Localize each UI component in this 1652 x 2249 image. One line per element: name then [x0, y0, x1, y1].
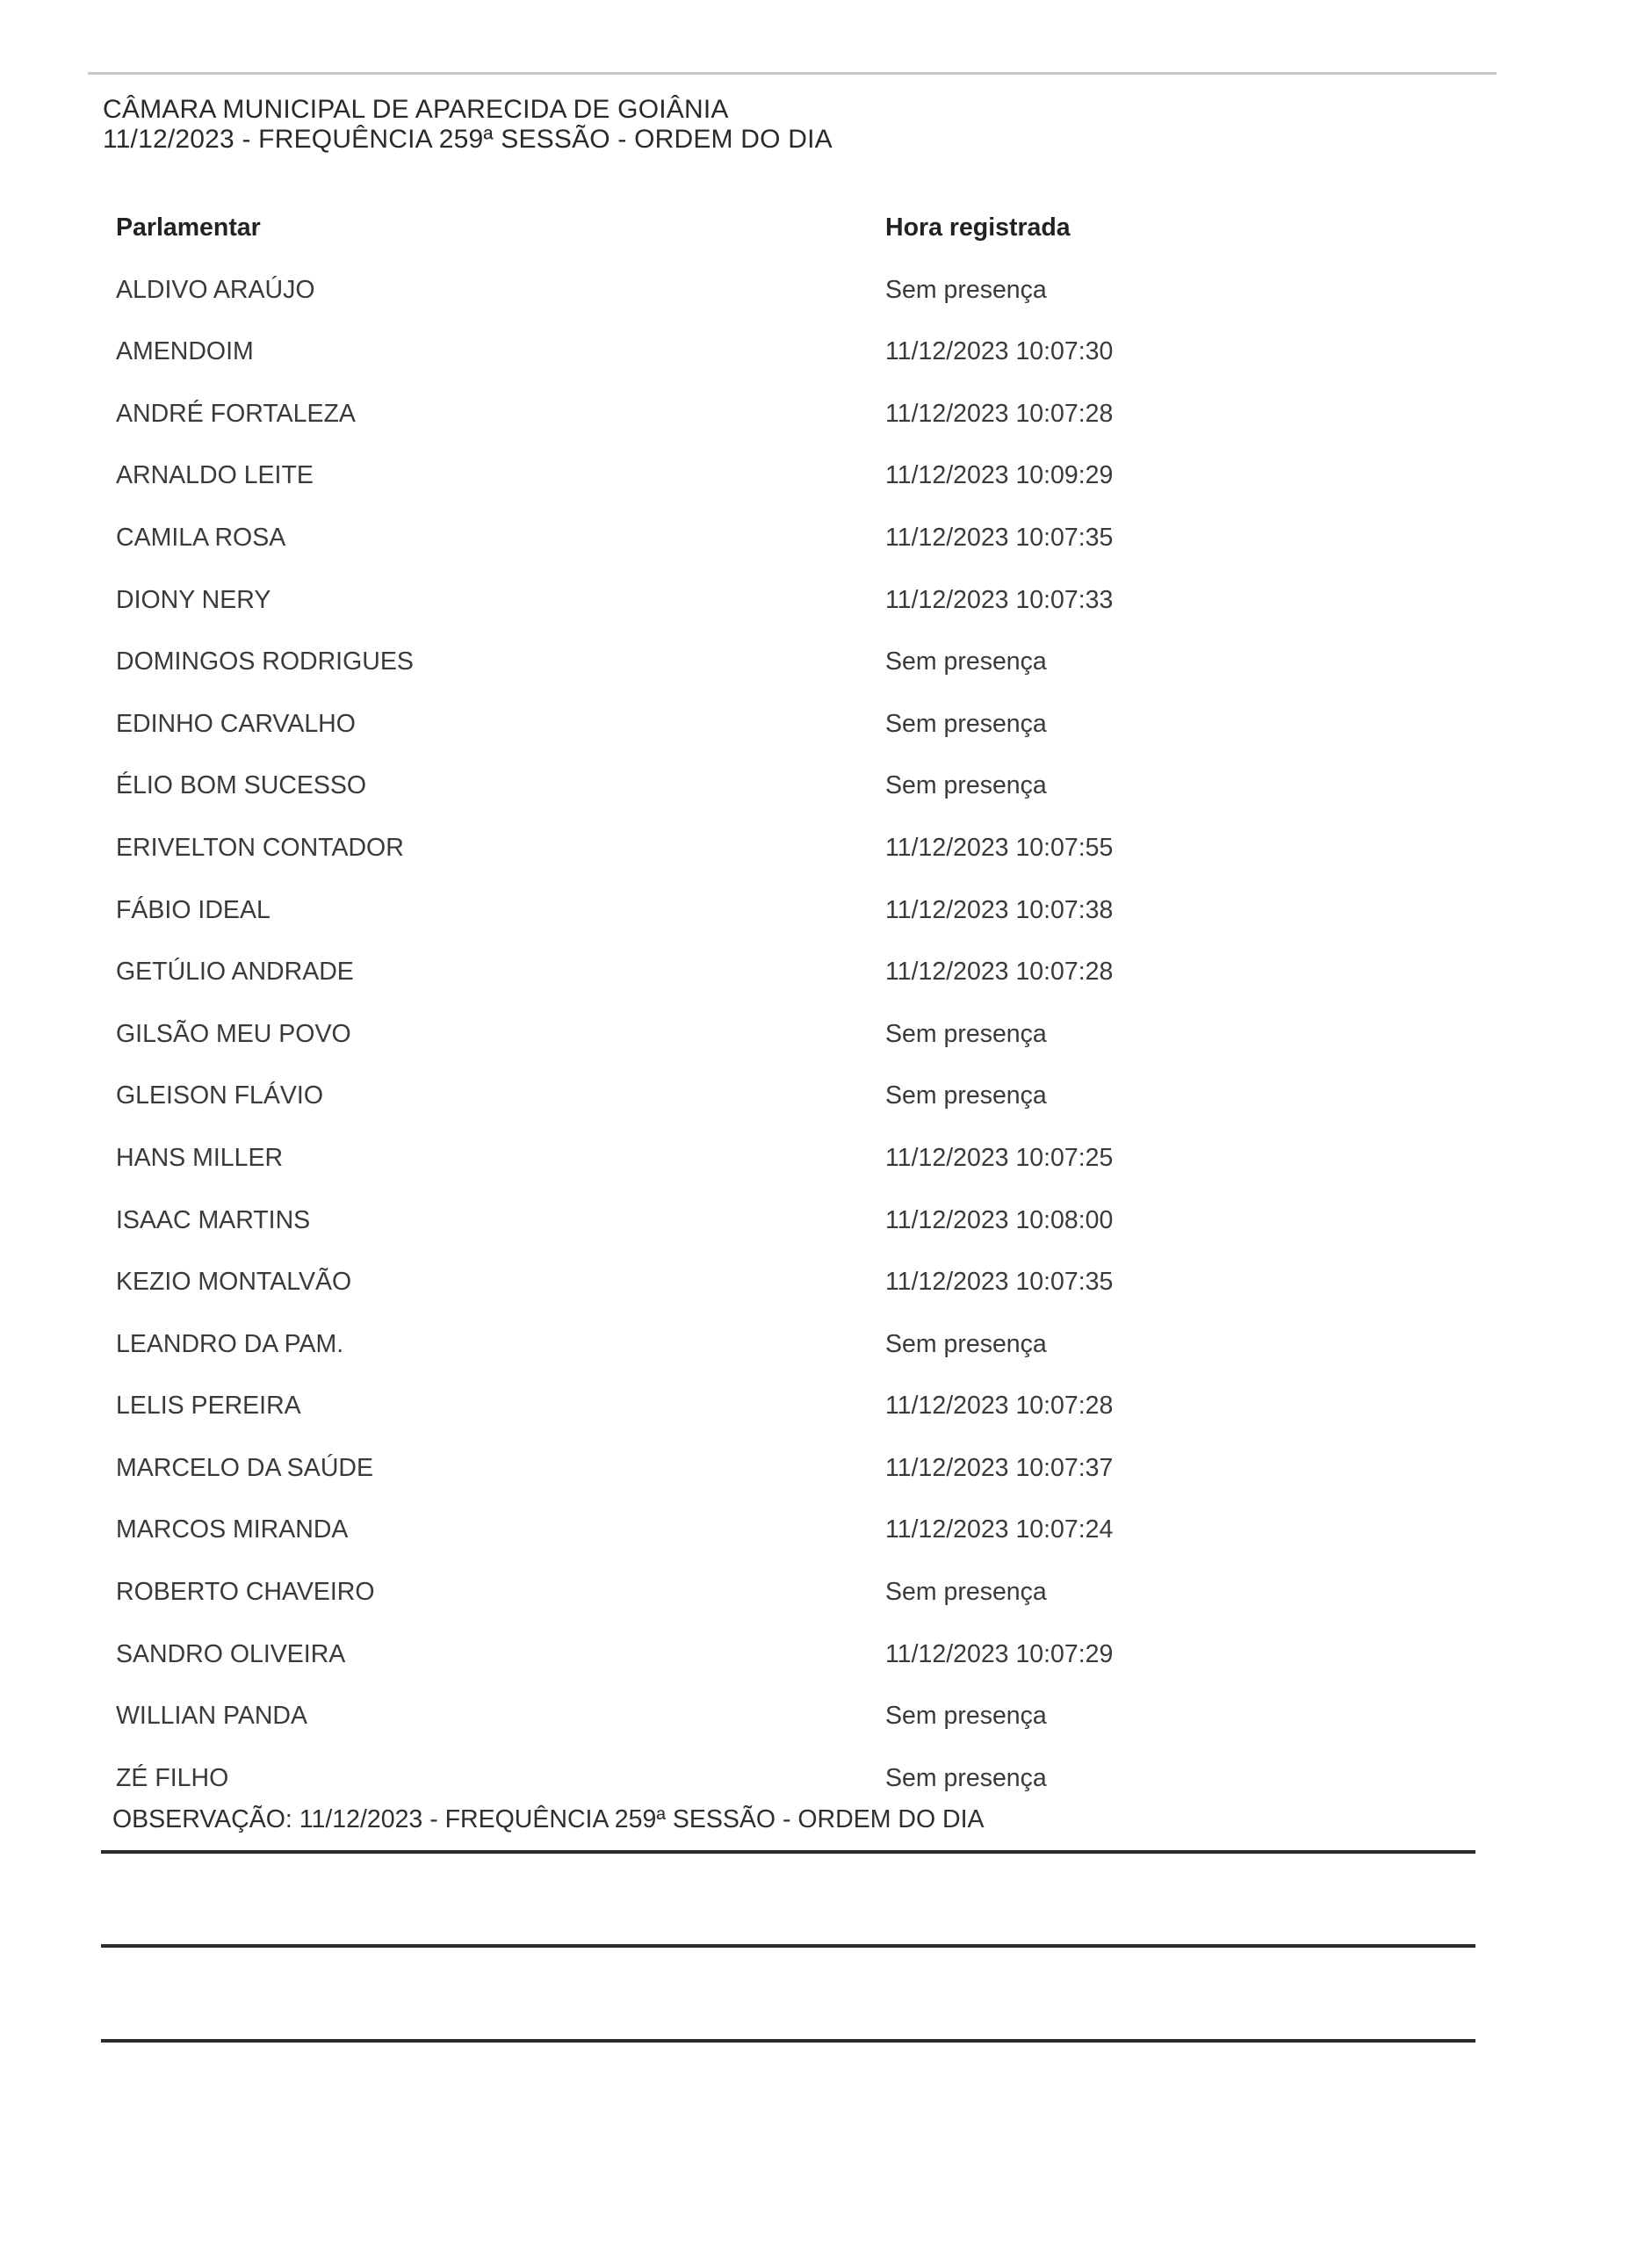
parlamentar-name: ISAAC MARTINS	[116, 1205, 311, 1234]
document-header	[103, 95, 833, 155]
parlamentar-name: ZÉ FILHO	[116, 1763, 229, 1792]
signature-line	[101, 2039, 1475, 2043]
registered-time: Sem presença	[885, 647, 1047, 676]
table-row	[116, 1313, 1170, 1376]
table-row	[116, 1561, 1170, 1623]
parlamentar-name: ROBERTO CHAVEIRO	[116, 1578, 375, 1607]
institution-title: CÂMARA MUNICIPAL DE APARECIDA DE GOIÂNIA	[103, 95, 729, 124]
parlamentar-name: GETÚLIO ANDRADE	[116, 958, 354, 987]
attendance-table	[116, 197, 1170, 1809]
registered-time: 11/12/2023 10:07:55	[885, 833, 1114, 862]
table-row	[116, 631, 1170, 693]
registered-time: 11/12/2023 10:07:28	[885, 958, 1114, 987]
signature-line	[101, 1850, 1475, 1854]
parlamentar-name: ALDIVO ARAÚJO	[116, 275, 315, 304]
parlamentar-name: ARNALDO LEITE	[116, 461, 314, 490]
registered-time: 11/12/2023 10:07:28	[885, 1392, 1114, 1421]
parlamentar-name: AMENDOIM	[116, 337, 254, 366]
observation-line: OBSERVAÇÃO: 11/12/2023 - FREQUÊNCIA 259ª SESSÃO - ORDEM DO DIA	[112, 1805, 985, 1833]
table-row	[116, 1375, 1170, 1437]
registered-time: Sem presença	[885, 1019, 1047, 1048]
registered-time: Sem presença	[885, 1578, 1047, 1607]
registered-time: 11/12/2023 10:07:29	[885, 1639, 1114, 1668]
table-row	[116, 1623, 1170, 1686]
registered-time: 11/12/2023 10:09:29	[885, 461, 1114, 490]
parlamentar-name: ERIVELTON CONTADOR	[116, 833, 404, 862]
table-body	[116, 259, 1170, 1810]
table-row	[116, 1437, 1170, 1500]
parlamentar-name: MARCELO DA SAÚDE	[116, 1453, 373, 1482]
parlamentar-name: CAMILA ROSA	[116, 523, 286, 552]
registered-time: 11/12/2023 10:07:24	[885, 1515, 1114, 1544]
registered-time: 11/12/2023 10:07:35	[885, 523, 1114, 552]
registered-time: 11/12/2023 10:08:00	[885, 1205, 1114, 1234]
parlamentar-name: ANDRÉ FORTALEZA	[116, 399, 356, 428]
table-row	[116, 1747, 1170, 1810]
parlamentar-name: EDINHO CARVALHO	[116, 709, 356, 738]
table-row	[116, 383, 1170, 445]
table-row	[116, 817, 1170, 879]
table-row	[116, 1003, 1170, 1066]
table-row	[116, 569, 1170, 632]
parlamentar-name: KEZIO MONTALVÃO	[116, 1268, 352, 1297]
registered-time: 11/12/2023 10:07:28	[885, 399, 1114, 428]
parlamentar-name: HANS MILLER	[116, 1143, 284, 1172]
table-row	[116, 259, 1170, 322]
registered-time: Sem presença	[885, 771, 1047, 800]
parlamentar-name: GLEISON FLÁVIO	[116, 1081, 323, 1110]
table-row	[116, 507, 1170, 569]
registered-time: 11/12/2023 10:07:25	[885, 1143, 1114, 1172]
table-row	[116, 755, 1170, 817]
registered-time: Sem presença	[885, 709, 1047, 738]
registered-time: Sem presença	[885, 275, 1047, 304]
column-header-hora-registrada: Hora registrada	[885, 213, 1071, 242]
table-row	[116, 879, 1170, 942]
table-row	[116, 941, 1170, 1003]
registered-time: 11/12/2023 10:07:37	[885, 1453, 1114, 1482]
registered-time: Sem presença	[885, 1763, 1047, 1792]
top-divider	[88, 72, 1497, 75]
table-row	[116, 1499, 1170, 1561]
table-row	[116, 1251, 1170, 1313]
registered-time: Sem presença	[885, 1329, 1047, 1358]
parlamentar-name: FÁBIO IDEAL	[116, 895, 271, 924]
table-row	[116, 1065, 1170, 1127]
registered-time: Sem presença	[885, 1702, 1047, 1731]
registered-time: 11/12/2023 10:07:35	[885, 1268, 1114, 1297]
parlamentar-name: LEANDRO DA PAM.	[116, 1329, 344, 1358]
column-header-parlamentar: Parlamentar	[116, 213, 261, 242]
table-header-row	[116, 197, 1170, 259]
signature-line	[101, 1944, 1475, 1948]
session-title: 11/12/2023 - FREQUÊNCIA 259ª SESSÃO - ORDEM DO DIA	[103, 125, 833, 154]
table-row	[116, 445, 1170, 507]
registered-time: 11/12/2023 10:07:33	[885, 585, 1114, 614]
parlamentar-name: SANDRO OLIVEIRA	[116, 1639, 346, 1668]
registered-time: Sem presença	[885, 1081, 1047, 1110]
table-row	[116, 321, 1170, 383]
parlamentar-name: DIONY NERY	[116, 585, 271, 614]
table-row	[116, 693, 1170, 756]
parlamentar-name: DOMINGOS RODRIGUES	[116, 647, 414, 676]
table-row	[116, 1127, 1170, 1190]
parlamentar-name: MARCOS MIRANDA	[116, 1515, 349, 1544]
table-row	[116, 1190, 1170, 1252]
parlamentar-name: ÉLIO BOM SUCESSO	[116, 771, 367, 800]
registered-time: 11/12/2023 10:07:38	[885, 895, 1114, 924]
parlamentar-name: WILLIAN PANDA	[116, 1702, 308, 1731]
parlamentar-name: GILSÃO MEU POVO	[116, 1019, 351, 1048]
registered-time: 11/12/2023 10:07:30	[885, 337, 1114, 366]
table-row	[116, 1685, 1170, 1747]
parlamentar-name: LELIS PEREIRA	[116, 1392, 301, 1421]
